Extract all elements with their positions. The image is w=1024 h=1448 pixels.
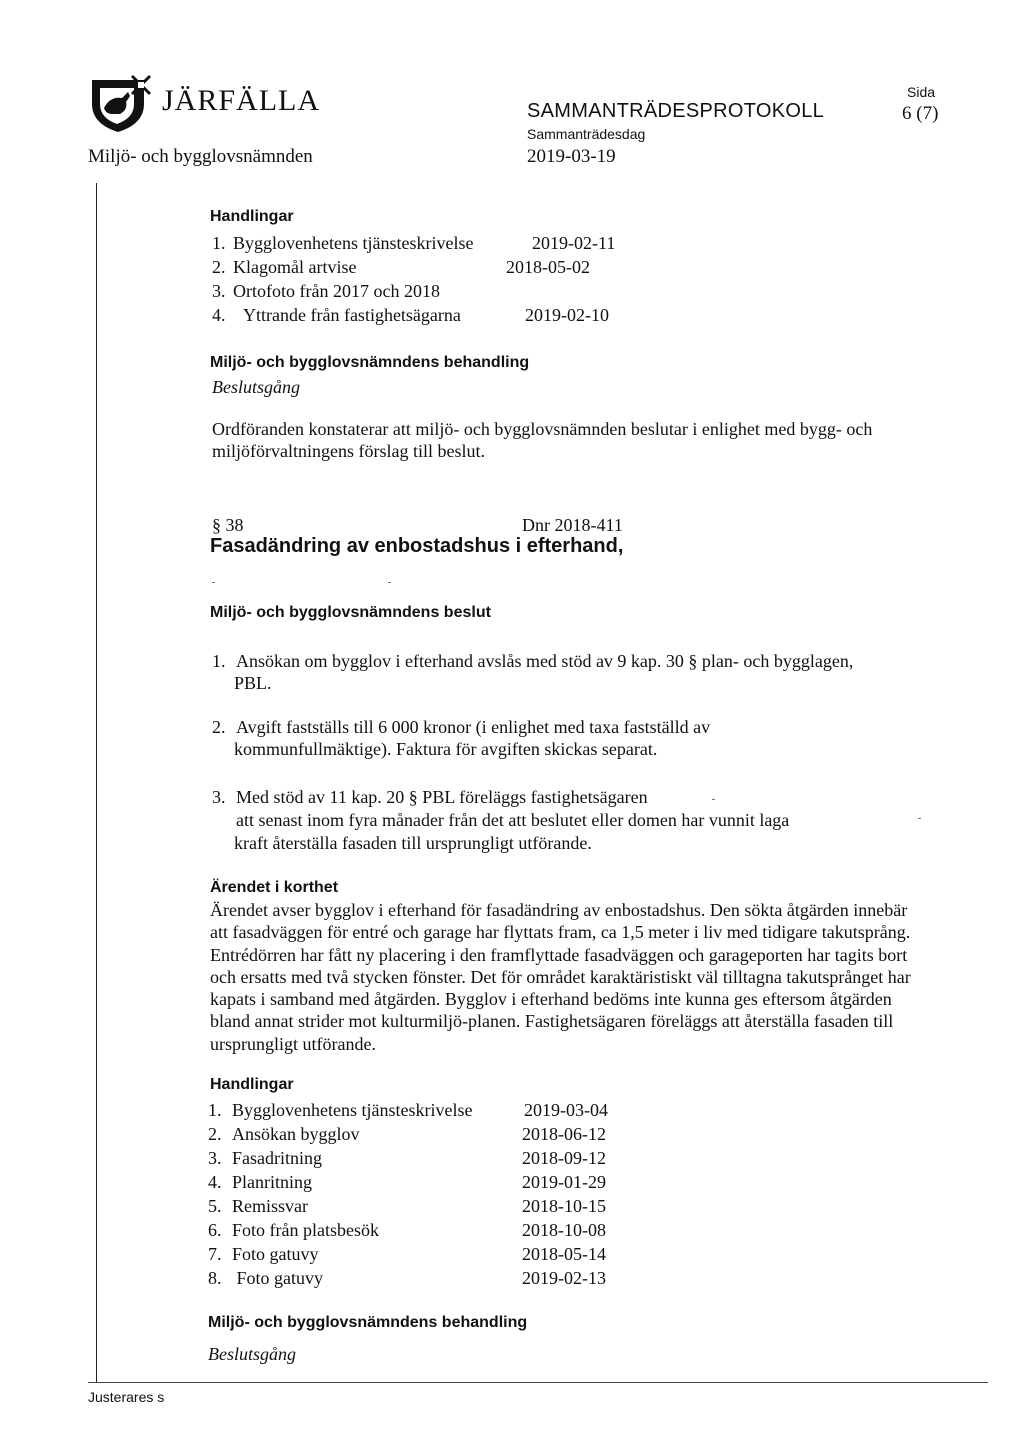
justerare-label: Justerares s bbox=[88, 1389, 165, 1405]
handlingar-heading: Handlingar bbox=[210, 1076, 294, 1093]
beslutsgang-text: Ordföranden konstaterar att miljö- och bygglovsnämnden beslutar i enlighet med bygg- och miljöförvaltningens förslag till beslut. bbox=[212, 419, 873, 462]
decision-text: Avgift fastställs till 6 000 kronor (i enlighet med taxa fastställd av bbox=[236, 717, 711, 737]
decision-text: Ansökan om bygglov i efterhand avslås med stöd av 9 kap. 30 § plan- och bygglagen, bbox=[236, 651, 854, 671]
decision-number: 1. bbox=[212, 651, 226, 671]
beslutsgang-label: Beslutsgång bbox=[212, 377, 300, 397]
list-item-date: 2018-10-08 bbox=[522, 1220, 606, 1240]
redaction-mark bbox=[212, 582, 215, 583]
protocol-title: SAMMANTRÄDESPROTOKOLL bbox=[527, 100, 825, 122]
list-item-date: 2019-02-11 bbox=[532, 233, 616, 253]
list-item-date: 2018-10-15 bbox=[522, 1196, 606, 1216]
list-item-title: Fasadritning bbox=[232, 1148, 322, 1168]
decision-number: 3. bbox=[212, 787, 226, 807]
page-number: 6 (7) bbox=[902, 103, 939, 124]
page-label: Sida bbox=[907, 84, 936, 100]
decision-number: 2. bbox=[212, 717, 226, 737]
list-item-title: Klagomål artvise bbox=[233, 257, 357, 277]
redaction-mark bbox=[918, 818, 921, 819]
footer-rule bbox=[88, 1382, 988, 1383]
case-title: Fasadändring av enbostadshus i efterhand, bbox=[210, 535, 624, 557]
list-item-title: Foto gatuvy bbox=[232, 1268, 324, 1288]
list-item-number: 1. bbox=[208, 1100, 222, 1120]
list-item-title: Planritning bbox=[232, 1172, 312, 1192]
decision-text: kraft återställa fasaden till ursprungligt utförande. bbox=[234, 833, 592, 853]
list-item-title: Foto från platsbesök bbox=[232, 1220, 379, 1240]
list-item-date: 2018-06-12 bbox=[522, 1124, 606, 1144]
decision-text: Med stöd av 11 kap. 20 § PBL föreläggs fastighetsägaren bbox=[236, 787, 648, 807]
list-item-date: 2018-05-02 bbox=[506, 257, 590, 277]
decision-text: PBL. bbox=[234, 673, 272, 693]
meeting-date: 2019-03-19 bbox=[527, 146, 616, 167]
list-item-date: 2018-05-14 bbox=[522, 1244, 606, 1264]
beslutsgang-label: Beslutsgång bbox=[208, 1344, 296, 1364]
redaction-mark bbox=[712, 799, 715, 800]
list-item-title: Yttrande från fastighetsägarna bbox=[243, 305, 461, 325]
list-item-number: 2. bbox=[212, 257, 226, 277]
decision-text: att senast inom fyra månader från det att beslutet eller domen har vunnit laga bbox=[236, 810, 790, 830]
list-item-number: 8. bbox=[208, 1268, 222, 1288]
behandling-heading: Miljö- och bygglovsnämndens behandling bbox=[208, 1314, 528, 1331]
list-item-number: 6. bbox=[208, 1220, 222, 1240]
list-item-title: Ansökan bygglov bbox=[232, 1124, 360, 1144]
list-item-date: 2019-01-29 bbox=[522, 1172, 606, 1192]
behandling-heading: Miljö- och bygglovsnämndens behandling bbox=[210, 354, 530, 371]
dnr-number: Dnr 2018-411 bbox=[522, 515, 623, 535]
list-item-date: 2019-02-13 bbox=[522, 1268, 606, 1288]
list-item-number: 1. bbox=[212, 233, 226, 253]
korthet-heading: Ärendet i korthet bbox=[210, 879, 339, 896]
list-item-number: 3. bbox=[212, 281, 226, 301]
list-item-title: Bygglovenhetens tjänsteskrivelse bbox=[232, 1100, 473, 1120]
list-item-date: 2019-02-10 bbox=[525, 305, 609, 325]
jarfalla-coat-of-arms-icon bbox=[88, 74, 154, 134]
handlingar-heading: Handlingar bbox=[210, 208, 294, 225]
municipality-name: JÄRFÄLLA bbox=[162, 84, 321, 117]
list-item-number: 5. bbox=[208, 1196, 222, 1216]
beslut-heading: Miljö- och bygglovsnämndens beslut bbox=[210, 604, 491, 621]
list-item-date: 2019-03-04 bbox=[524, 1100, 608, 1120]
list-item-number: 4. bbox=[212, 305, 226, 325]
meeting-date-label: Sammanträdesdag bbox=[527, 126, 646, 142]
list-item-title: Bygglovenhetens tjänsteskrivelse bbox=[233, 233, 474, 253]
list-item-number: 7. bbox=[208, 1244, 222, 1264]
decision-text: kommunfullmäktige). Faktura för avgiften skickas separat. bbox=[234, 739, 658, 759]
korthet-text: Ärendet avser bygglov i efterhand för fasadändring av enbostadshus. Den sökta åtgärden innebär att fasadväggen för entré och garage har flyttats fram, ca 1,5 meter i liv med tidigare takutsprång. Entrédörren har fått ny placering i den framflyttade fasadväggen och garageporten har tagits bort och ersatts med två stycken fönster. Det för området karaktäristiskt väl tilltagna takutsprånget har kapats i samband med åtgärden. Bygglov i efterhand bedöms inte kunna ges eftersom åtgärden bland annat strider mot kulturmiljö-planen. Fastighetsägaren föreläggs att återställa fasaden till ursprungligt utförande. bbox=[210, 900, 911, 1054]
list-item-number: 4. bbox=[208, 1172, 222, 1192]
list-item-number: 2. bbox=[208, 1124, 222, 1144]
paragraph-number: § 38 bbox=[212, 515, 244, 535]
committee-name: Miljö- och bygglovsnämnden bbox=[88, 146, 313, 167]
list-item-title: Remissvar bbox=[232, 1196, 308, 1216]
list-item-title: Ortofoto från 2017 och 2018 bbox=[233, 281, 440, 301]
list-item-date: 2018-09-12 bbox=[522, 1148, 606, 1168]
redaction-mark bbox=[388, 582, 391, 583]
list-item-number: 3. bbox=[208, 1148, 222, 1168]
list-item-title: Foto gatuvy bbox=[232, 1244, 319, 1264]
left-margin-rule bbox=[96, 183, 97, 1383]
